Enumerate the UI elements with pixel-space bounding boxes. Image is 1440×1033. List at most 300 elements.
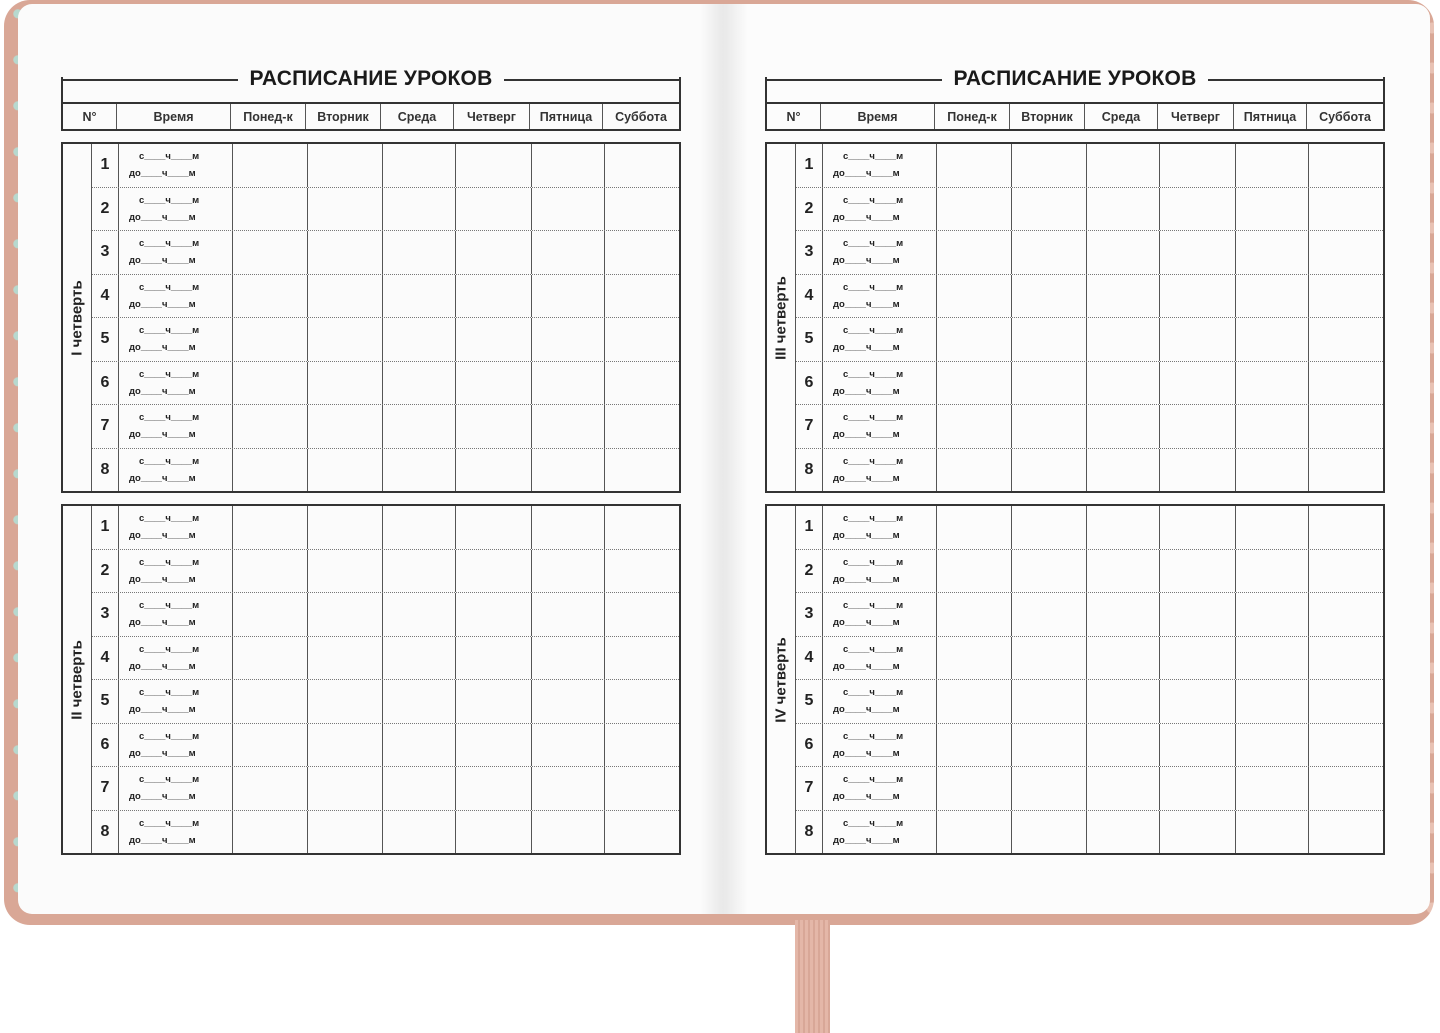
schedule-cell[interactable] [937,680,1012,723]
schedule-cell[interactable] [1309,362,1383,405]
time-from: с____ч____м [139,600,200,612]
lesson-number: 7 [92,405,119,448]
schedule-cell[interactable] [233,188,308,231]
schedule-cell[interactable] [532,188,605,231]
schedule-cell[interactable] [383,637,456,680]
schedule-cell[interactable] [383,724,456,767]
schedule-cell[interactable] [1309,550,1383,593]
lesson-time-field[interactable] [119,405,233,448]
lesson-number: 8 [92,811,119,854]
time-to: до____ч____м [833,617,900,629]
page-title: РАСПИСАНИЕ УРОКОВ [249,67,493,90]
schedule-cell[interactable] [1012,144,1087,187]
lesson-time-field[interactable] [823,593,937,636]
lesson-time-field[interactable] [823,767,937,810]
schedule-cell[interactable] [383,275,456,318]
schedule-cell[interactable] [233,811,308,854]
schedule-cell[interactable] [1087,318,1160,361]
schedule-cell[interactable] [456,593,532,636]
lesson-time-field[interactable] [823,275,937,318]
schedule-cell[interactable] [532,275,605,318]
schedule-cell[interactable] [233,767,308,810]
schedule-cell[interactable] [605,318,679,361]
schedule-cell[interactable] [308,275,383,318]
quarter-block [765,142,1385,493]
schedule-cell[interactable] [383,231,456,274]
lesson-row [796,550,1383,594]
schedule-cell[interactable] [1012,811,1087,854]
time-from: с____ч____м [139,151,200,163]
schedule-cell[interactable] [1160,767,1236,810]
schedule-cell[interactable] [605,680,679,723]
schedule-cell[interactable] [1309,724,1383,767]
header-day: Пятница [530,104,603,129]
lesson-time-field[interactable] [119,637,233,680]
schedule-cell[interactable] [1309,405,1383,448]
header-time: Время [117,104,231,129]
lesson-row [92,724,679,768]
header-day: Суббота [1319,109,1371,124]
schedule-cell[interactable] [383,593,456,636]
lesson-rows [92,144,679,491]
schedule-cell[interactable] [383,318,456,361]
schedule-cell[interactable] [1236,593,1309,636]
lesson-time-field[interactable] [119,275,233,318]
schedule-cell[interactable] [1160,724,1236,767]
schedule-cell[interactable] [456,637,532,680]
schedule-cell[interactable] [233,144,308,187]
schedule-cell[interactable] [233,724,308,767]
schedule-cell[interactable] [937,231,1012,274]
schedule-cell[interactable] [383,144,456,187]
schedule-cell[interactable] [1309,449,1383,492]
schedule-cell[interactable] [308,724,383,767]
lesson-row [92,506,679,550]
schedule-cell[interactable] [456,275,532,318]
schedule-cell[interactable] [532,362,605,405]
lesson-number: 5 [92,318,119,361]
lesson-number: 3 [92,231,119,274]
quarter-label-column [767,144,796,491]
lesson-row [92,680,679,724]
schedule-cell[interactable] [308,144,383,187]
lesson-time-field[interactable] [823,144,937,187]
schedule-cell[interactable] [383,362,456,405]
schedule-cell[interactable] [605,637,679,680]
schedule-cell[interactable] [605,593,679,636]
schedule-cell[interactable] [1236,680,1309,723]
schedule-cell[interactable] [1236,275,1309,318]
time-to: до____ч____м [129,617,196,629]
lesson-time-field[interactable] [119,449,233,492]
lesson-time-field[interactable] [823,318,937,361]
left-page [18,4,724,914]
schedule-cell[interactable] [456,506,532,549]
schedule-cell[interactable] [1309,275,1383,318]
schedule-cell[interactable] [1012,637,1087,680]
lesson-number: 6 [796,724,823,767]
schedule-cell[interactable] [1309,767,1383,810]
quarter-block [61,142,681,493]
quarter-label-column [767,506,796,853]
schedule-cell[interactable] [308,318,383,361]
schedule-cell[interactable] [605,506,679,549]
schedule-cell[interactable] [456,767,532,810]
schedule-cell[interactable] [1309,231,1383,274]
schedule-cell[interactable] [383,767,456,810]
schedule-cell[interactable] [456,362,532,405]
schedule-cell[interactable] [1236,449,1309,492]
schedule-cell[interactable] [605,144,679,187]
time-to: до____ч____м [129,168,196,180]
lesson-time-field[interactable] [119,767,233,810]
schedule-cell[interactable] [233,550,308,593]
schedule-cell[interactable] [937,637,1012,680]
time-from: с____ч____м [139,412,200,424]
schedule-cell[interactable] [937,506,1012,549]
schedule-cell[interactable] [532,550,605,593]
lesson-time-field[interactable] [119,231,233,274]
schedule-cell[interactable] [1012,767,1087,810]
schedule-cell[interactable] [1087,188,1160,231]
schedule-cell[interactable] [605,362,679,405]
schedule-cell[interactable] [383,506,456,549]
time-to: до____ч____м [833,255,900,267]
schedule-cell[interactable] [1087,550,1160,593]
schedule-cell[interactable] [605,231,679,274]
schedule-cell[interactable] [937,144,1012,187]
lesson-time-field[interactable] [823,405,937,448]
schedule-cell[interactable] [1087,144,1160,187]
time-from: с____ч____м [843,368,904,380]
lesson-time-field[interactable] [823,724,937,767]
lesson-time-field[interactable] [823,637,937,680]
lesson-row [92,637,679,681]
schedule-cell[interactable] [1087,811,1160,854]
schedule-cell[interactable] [383,550,456,593]
schedule-cell[interactable] [1160,593,1236,636]
lesson-row [796,637,1383,681]
schedule-cell[interactable] [1087,767,1160,810]
schedule-cell[interactable] [1160,362,1236,405]
schedule-cell[interactable] [1160,680,1236,723]
schedule-cell[interactable] [308,637,383,680]
lesson-row [92,318,679,362]
schedule-cell[interactable] [937,767,1012,810]
schedule-cell[interactable] [1160,550,1236,593]
schedule-cell[interactable] [1087,724,1160,767]
schedule-cell[interactable] [605,724,679,767]
time-from: с____ч____м [139,513,200,525]
schedule-cell[interactable] [532,318,605,361]
lesson-number: 4 [92,637,119,680]
lesson-number: 2 [796,550,823,593]
schedule-cell[interactable] [1236,506,1309,549]
lesson-time-field[interactable] [823,680,937,723]
lesson-number: 1 [796,144,823,187]
schedule-cell[interactable] [937,405,1012,448]
schedule-cell[interactable] [308,811,383,854]
schedule-cell[interactable] [456,811,532,854]
schedule-cell[interactable] [1087,506,1160,549]
header-day: Понед-к [231,104,306,129]
lesson-time-field[interactable] [823,188,937,231]
time-to: до____ч____м [129,255,196,267]
schedule-cell[interactable] [1236,637,1309,680]
schedule-cell[interactable] [937,318,1012,361]
schedule-cell[interactable] [1012,593,1087,636]
schedule-cell[interactable] [532,724,605,767]
time-from: с____ч____м [843,600,904,612]
schedule-cell[interactable] [1012,188,1087,231]
schedule-cell[interactable] [1236,188,1309,231]
schedule-cell[interactable] [1236,405,1309,448]
schedule-cell[interactable] [605,811,679,854]
schedule-cell[interactable] [1309,637,1383,680]
lesson-time-field[interactable] [119,318,233,361]
schedule-cell[interactable] [456,231,532,274]
time-from: с____ч____м [139,556,200,568]
schedule-cell[interactable] [308,449,383,492]
schedule-cell[interactable] [233,405,308,448]
schedule-cell[interactable] [308,593,383,636]
lesson-number: 8 [796,811,823,854]
schedule-cell[interactable] [605,275,679,318]
lesson-time-field[interactable] [119,362,233,405]
schedule-cell[interactable] [233,318,308,361]
schedule-cell[interactable] [1087,593,1160,636]
schedule-cell[interactable] [1160,318,1236,361]
lesson-row [92,405,679,449]
schedule-cell[interactable] [1236,724,1309,767]
schedule-cell[interactable] [1087,449,1160,492]
schedule-cell[interactable] [1087,362,1160,405]
time-from: с____ч____м [139,687,200,699]
schedule-cell[interactable] [937,362,1012,405]
time-from: с____ч____м [843,817,904,829]
lesson-row [796,680,1383,724]
schedule-cell[interactable] [605,550,679,593]
time-to: до____ч____м [129,834,196,846]
schedule-cell[interactable] [383,188,456,231]
lesson-row [92,188,679,232]
header-number: N° [767,104,821,129]
schedule-cell[interactable] [937,449,1012,492]
schedule-cell[interactable] [937,275,1012,318]
schedule-cell[interactable] [233,362,308,405]
schedule-cell[interactable] [937,811,1012,854]
schedule-cell[interactable] [1160,506,1236,549]
schedule-cell[interactable] [1087,275,1160,318]
time-to: до____ч____м [129,472,196,484]
schedule-cell[interactable] [456,724,532,767]
schedule-cell[interactable] [1087,231,1160,274]
lesson-time-field[interactable] [823,506,937,549]
time-to: до____ч____м [833,429,900,441]
schedule-cell[interactable] [532,449,605,492]
lesson-row [92,275,679,319]
schedule-cell[interactable] [937,593,1012,636]
schedule-cell[interactable] [532,144,605,187]
schedule-cell[interactable] [308,550,383,593]
schedule-cell[interactable] [1160,637,1236,680]
lesson-time-field[interactable] [823,550,937,593]
schedule-cell[interactable] [1236,231,1309,274]
time-from: с____ч____м [139,368,200,380]
schedule-cell[interactable] [937,724,1012,767]
lesson-number: 8 [796,449,823,492]
lesson-rows [796,144,1383,491]
time-to: до____ч____м [833,573,900,585]
schedule-cell[interactable] [605,449,679,492]
schedule-cell[interactable] [308,362,383,405]
schedule-cell[interactable] [1160,405,1236,448]
schedule-cell[interactable] [1012,550,1087,593]
schedule-cell[interactable] [1012,231,1087,274]
lesson-time-field[interactable] [823,811,937,854]
schedule-cell[interactable] [1309,318,1383,361]
schedule-cell[interactable] [1012,506,1087,549]
lesson-number: 3 [796,593,823,636]
schedule-cell[interactable] [1087,405,1160,448]
quarter-label-column [63,144,92,491]
schedule-cell[interactable] [1012,405,1087,448]
schedule-cell[interactable] [233,506,308,549]
schedule-cell[interactable] [1160,188,1236,231]
quarter-block [61,504,681,855]
time-to: до____ч____м [833,791,900,803]
lesson-time-field[interactable] [119,724,233,767]
lesson-row [796,449,1383,492]
schedule-cell[interactable] [1012,724,1087,767]
schedule-cell[interactable] [456,318,532,361]
schedule-cell[interactable] [383,449,456,492]
schedule-cell[interactable] [532,767,605,810]
lesson-row [796,405,1383,449]
lesson-time-field[interactable] [119,593,233,636]
lesson-time-field[interactable] [119,506,233,549]
schedule-cell[interactable] [383,405,456,448]
schedule-cell[interactable] [1309,680,1383,723]
time-from: с____ч____м [139,325,200,337]
lesson-time-field[interactable] [119,188,233,231]
schedule-cell[interactable] [1087,680,1160,723]
schedule-cell[interactable] [605,767,679,810]
schedule-cell[interactable] [532,637,605,680]
lesson-time-field[interactable] [119,680,233,723]
schedule-cell[interactable] [1160,275,1236,318]
lesson-number: 4 [796,637,823,680]
schedule-cell[interactable] [1087,637,1160,680]
schedule-cell[interactable] [1236,767,1309,810]
schedule-cell[interactable] [605,405,679,448]
schedule-cell[interactable] [1012,449,1087,492]
schedule-cell[interactable] [456,449,532,492]
lesson-time-field[interactable] [823,449,937,492]
schedule-cell[interactable] [1012,318,1087,361]
schedule-cell[interactable] [233,593,308,636]
schedule-cell[interactable] [233,231,308,274]
time-to: до____ч____м [129,385,196,397]
schedule-cell[interactable] [1309,506,1383,549]
time-to: до____ч____м [833,530,900,542]
schedule-cell[interactable] [532,811,605,854]
schedule-cell[interactable] [456,680,532,723]
schedule-cell[interactable] [532,506,605,549]
quarter-label-column [63,506,92,853]
schedule-cell[interactable] [1236,550,1309,593]
schedule-cell[interactable] [308,767,383,810]
schedule-cell[interactable] [233,680,308,723]
schedule-cell[interactable] [1236,318,1309,361]
schedule-cell[interactable] [532,593,605,636]
time-from: с____ч____м [843,412,904,424]
time-to: до____ч____м [833,747,900,759]
schedule-cell[interactable] [1236,144,1309,187]
schedule-cell[interactable] [1160,231,1236,274]
lesson-time-field[interactable] [119,811,233,854]
schedule-cell[interactable] [937,550,1012,593]
schedule-cell[interactable] [1309,144,1383,187]
schedule-cell[interactable] [233,275,308,318]
schedule-cell[interactable] [1236,811,1309,854]
schedule-cell[interactable] [1012,680,1087,723]
lesson-time-field[interactable] [823,362,937,405]
lesson-row [92,449,679,492]
schedule-cell[interactable] [383,811,456,854]
header-frame [765,77,1385,104]
schedule-cell[interactable] [1309,593,1383,636]
schedule-cell[interactable] [308,405,383,448]
lesson-time-field[interactable] [119,144,233,187]
schedule-cell[interactable] [532,405,605,448]
schedule-cell[interactable] [1012,362,1087,405]
schedule-cell[interactable] [532,231,605,274]
quarter-label: III четверть [772,275,790,360]
lesson-number: 3 [92,593,119,636]
header-day: Вторник [1010,104,1085,129]
schedule-cell[interactable] [308,231,383,274]
schedule-cell[interactable] [937,188,1012,231]
schedule-cell[interactable] [1309,811,1383,854]
lesson-time-field[interactable] [119,550,233,593]
lesson-time-field[interactable] [823,231,937,274]
time-to: до____ч____м [129,660,196,672]
schedule-cell[interactable] [383,680,456,723]
schedule-cell[interactable] [456,144,532,187]
schedule-cell[interactable] [1309,188,1383,231]
schedule-cell[interactable] [308,188,383,231]
schedule-cell[interactable] [233,449,308,492]
schedule-cell[interactable] [532,680,605,723]
schedule-cell[interactable] [456,405,532,448]
header-time: Время [821,104,935,129]
schedule-cell[interactable] [233,637,308,680]
lesson-row [796,724,1383,768]
schedule-cell[interactable] [456,550,532,593]
schedule-cell[interactable] [1160,144,1236,187]
schedule-cell[interactable] [1236,362,1309,405]
schedule-cell[interactable] [456,188,532,231]
schedule-cell[interactable] [1160,449,1236,492]
time-to: до____ч____м [833,211,900,223]
schedule-cell[interactable] [308,506,383,549]
schedule-cell[interactable] [1160,811,1236,854]
schedule-cell[interactable] [308,680,383,723]
schedule-cell[interactable] [1012,275,1087,318]
column-header-row [61,102,681,131]
schedule-cell[interactable] [605,188,679,231]
